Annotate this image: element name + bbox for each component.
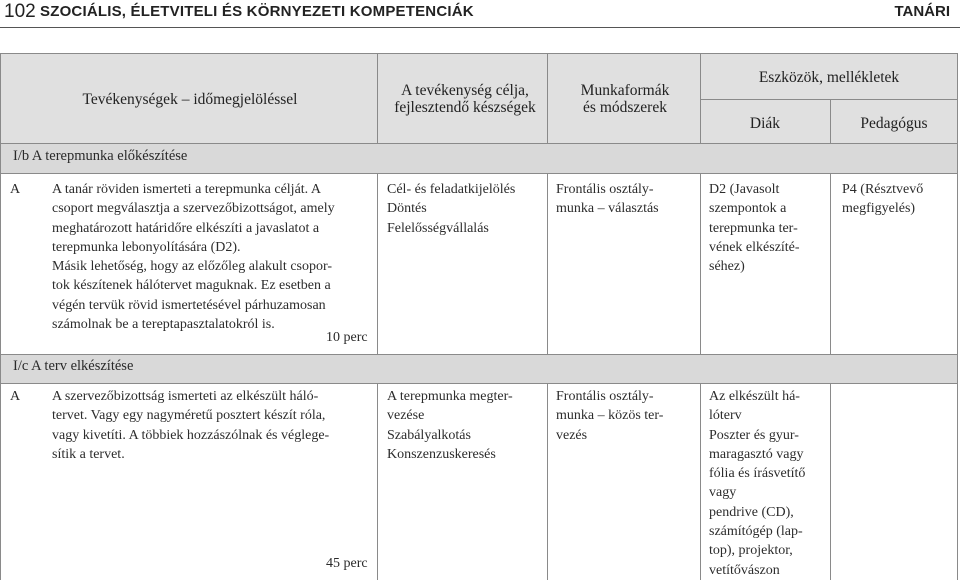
page-header — [0, 0, 960, 26]
text-line: számolnak be a tereptapasztalatokról is. — [52, 317, 275, 333]
divider — [957, 173, 958, 354]
text-line: megfigyelés) — [842, 201, 916, 217]
col-activities-header: Tevékenységek – időmegjelöléssel — [82, 91, 298, 108]
text-line: tok készítenek hálótervet maguknak. Ez esetben a — [52, 278, 331, 294]
text-line: munka – választás — [556, 201, 659, 217]
text-line: top), projektor, — [709, 543, 793, 559]
divider — [700, 383, 701, 580]
running-header-title: SZOCIÁLIS, ÉLETVITELI ÉS KÖRNYEZETI KOMPETENCIÁK — [40, 3, 474, 20]
text-line: séhez) — [709, 259, 745, 275]
text-line: Döntés — [387, 201, 427, 217]
method-text-ic — [556, 387, 696, 445]
divider — [377, 173, 378, 354]
text-line: sítik a tervet. — [52, 446, 125, 462]
section-header-ic — [0, 354, 958, 383]
divider — [0, 173, 958, 174]
col-methods-header — [550, 82, 700, 116]
divider — [377, 53, 378, 144]
running-header-tag: TANÁRI — [894, 3, 950, 20]
text-line: meghatározott határidőre elkészíti a javaslatot a — [52, 220, 320, 236]
section-header-ib — [0, 144, 958, 173]
text-line: P4 (Résztvevő — [842, 182, 924, 197]
col-methods-line2: és módszerek — [583, 99, 667, 116]
text-line: számítógép (lap- — [709, 524, 803, 540]
teacher-text-ib — [842, 180, 954, 219]
activity-table — [0, 53, 958, 580]
col-tools-header: Eszközök, mellékletek — [758, 69, 900, 86]
text-line: Poszter és gyur- — [709, 427, 799, 443]
header-rule — [0, 27, 960, 28]
text-line: tervet. Vagy egy nagyméretű posztert készít róla, — [52, 408, 326, 424]
text-line: munka – közös ter- — [556, 408, 664, 424]
divider — [830, 99, 831, 144]
text-line: végén tervük rövid ismertetésével párhuzamosan — [52, 297, 326, 313]
text-line: A terepmunka megter- — [387, 389, 513, 404]
divider — [547, 173, 548, 354]
time-label: 45 perc — [326, 556, 368, 571]
divider — [830, 383, 831, 580]
method-text-ib — [556, 180, 696, 219]
divider — [0, 173, 1, 354]
text-line: szempontok a — [709, 201, 787, 217]
text-line: vagy kivetíti. A többiek hozzászólnak és véglege- — [52, 427, 330, 443]
col-teacher-header: Pedagógus — [860, 115, 928, 132]
goal-text-ib — [387, 180, 547, 238]
text-line: vetítővászon — [709, 562, 780, 578]
text-line: pendrive (CD), — [709, 504, 794, 520]
col-goal-header — [380, 82, 550, 116]
text-line: Másik lehetőség, hogy az előzőleg alakult csopor- — [52, 259, 333, 275]
text-line: terepmunka ter- — [709, 220, 798, 236]
col-methods-line1: Munkaformák — [580, 82, 670, 99]
group-marker: A — [10, 389, 21, 404]
text-line: Frontális osztály- — [556, 182, 654, 197]
text-line: Cél- és feladatkijelölés — [387, 182, 516, 197]
text-line: Az elkészült há- — [709, 389, 800, 404]
group-marker: A — [10, 182, 21, 197]
text-line: terepmunka lebonyolítására (D2). — [52, 239, 241, 255]
text-line: A szervezőbizottság ismerteti az elkészült háló- — [52, 389, 319, 404]
divider — [0, 383, 958, 384]
divider — [957, 383, 958, 580]
text-line: Konszenzuskeresés — [387, 446, 496, 462]
col-student-header: Diák — [749, 115, 781, 132]
activity-text-ic — [52, 387, 372, 464]
divider — [700, 173, 701, 354]
text-line: csoport megválasztja a szervezőbizottságot, amely — [52, 201, 335, 217]
text-line: D2 (Javasolt — [709, 182, 780, 197]
divider — [547, 53, 548, 144]
time-label: 10 perc — [326, 330, 368, 345]
page-number: 102 — [4, 1, 36, 22]
section-title: I/b A terepmunka előkészítése — [13, 148, 188, 164]
text-line: vagy — [709, 485, 737, 501]
text-line: vezés — [556, 427, 588, 443]
divider — [377, 383, 378, 580]
text-line: fólia és írásvetítő — [709, 466, 806, 482]
text-line: vezése — [387, 408, 425, 424]
divider — [830, 173, 831, 354]
text-line: Frontális osztály- — [556, 389, 654, 404]
divider — [547, 383, 548, 580]
goal-text-ic — [387, 387, 547, 464]
text-line: Felelősségvállalás — [387, 220, 489, 236]
divider — [0, 354, 958, 355]
divider — [0, 383, 1, 580]
student-text-ic — [709, 387, 829, 580]
section-title: I/c A terv elkészítése — [13, 358, 134, 374]
text-line: lóterv — [709, 408, 742, 424]
col-goal-line1: A tevékenység célja, — [401, 82, 529, 99]
text-line: A tanár röviden ismerteti a terepmunka célját. A — [52, 182, 322, 197]
col-goal-line2: fejlesztendő készségek — [394, 99, 536, 116]
divider — [700, 99, 958, 100]
student-text-ib — [709, 180, 829, 276]
text-line: vének elkészíté- — [709, 239, 800, 255]
activity-text-ib — [52, 180, 372, 334]
text-line: maragasztó vagy — [709, 446, 804, 462]
text-line: Szabályalkotás — [387, 427, 471, 443]
